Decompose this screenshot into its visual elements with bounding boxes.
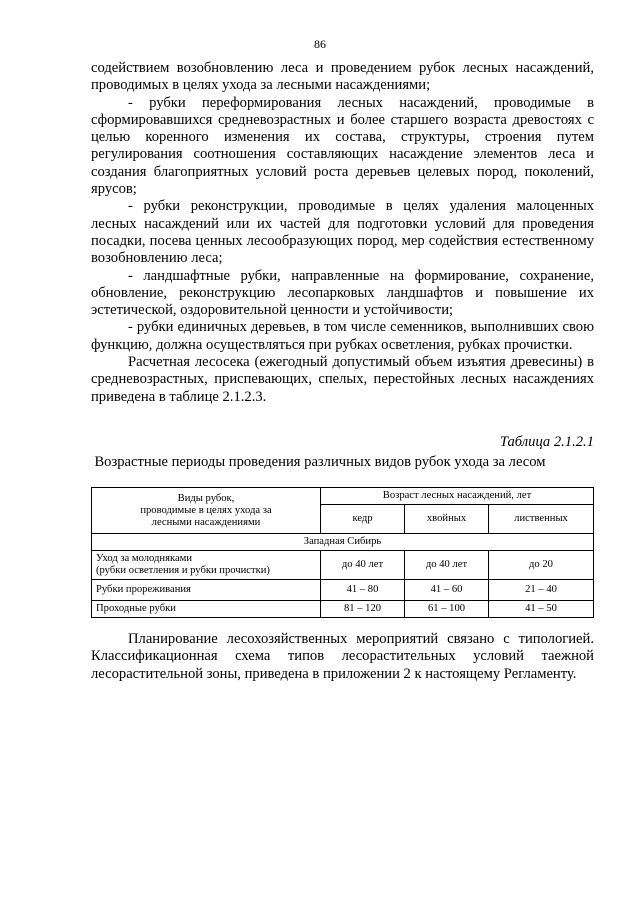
row-label-line: (рубки осветления и рубки прочистки) bbox=[96, 565, 270, 576]
region-row bbox=[92, 534, 594, 551]
table-cell: 41 – 50 bbox=[489, 601, 594, 618]
header-age: Возраст лесных насаждений, лет bbox=[321, 488, 594, 505]
table-cell: до 40 лет bbox=[321, 551, 405, 580]
table-cell: до 20 bbox=[489, 551, 594, 580]
table-title: Возрастные периоды проведения различных видов рубок ухода за лесом bbox=[94, 454, 546, 470]
row-label: Рубки прореживания bbox=[92, 580, 321, 601]
region-label: Западная Сибирь bbox=[92, 534, 594, 551]
table-row bbox=[92, 551, 594, 580]
paragraph: - ландшафтные рубки, направленные на формирование, сохранение, обновление, реконструкцию лесопарковых ландшафтов и повышение их эстетической, оздоровительной ценности и устойчивости; bbox=[91, 267, 594, 319]
table-cell: 21 – 40 bbox=[489, 580, 594, 601]
paragraph: содействием возобновлению леса и проведением рубок лесных насаждений, проводимых в целях ухода за лесными насаждениями; bbox=[91, 60, 594, 94]
paragraph: - рубки реконструкции, проводимые в целях удаления малоценных лесных насаждений или их частей для подготовки условий для проведения посадки, посева ценных лесообразующих пород, мер содействия естественному возобновлению леса; bbox=[91, 198, 594, 267]
paragraph: - рубки единичных деревьев, в том числе семенников, выполнивших свою функцию, должна осуществляться при рубках осветления, рубках прочистки. bbox=[91, 319, 594, 353]
column-header: хвойных bbox=[405, 505, 489, 534]
paragraph: Расчетная лесосека (ежегодный допустимый объем изъятия древесины) в средневозрастных, приспевающих, спелых, перестойных лесных насаждениях приведена в таблице 2.1.2.3. bbox=[91, 354, 594, 405]
paragraph: - рубки переформирования лесных насаждений, проводимые в сформировавшихся средневозрастных и более старшего возраста древостоях с целью коренного изменения их состава, структуры, строения путем регулирования соотношения составляющих насаждение элементов леса и создания благоприятных условий роста деревьев целевых пород, поколений, ярусов; bbox=[91, 94, 594, 198]
table-header-row bbox=[92, 488, 594, 505]
closing-text bbox=[91, 631, 594, 683]
row-label: Проходные рубки bbox=[92, 601, 321, 618]
header-species-line: Виды рубок, bbox=[177, 492, 235, 504]
row-label-line: Уход за молодняками bbox=[96, 553, 193, 564]
column-header: лиственных bbox=[489, 505, 594, 534]
header-species-line: проводимые в целях ухода за bbox=[140, 504, 272, 516]
age-periods-table bbox=[91, 487, 594, 618]
header-species-line: лесными насаждениями bbox=[151, 516, 261, 528]
table-cell: до 40 лет bbox=[405, 551, 489, 580]
body-text bbox=[91, 60, 594, 406]
table-row bbox=[92, 580, 594, 601]
table-cell: 41 – 80 bbox=[321, 580, 405, 601]
table-cell: 81 – 120 bbox=[321, 601, 405, 618]
table-row bbox=[92, 601, 594, 618]
row-label bbox=[92, 551, 321, 580]
paragraph: Планирование лесохозяйственных мероприятий связано с типологией. Классификационная схема типов лесорастительных условий таежной лесорастительной зоны, приведена в приложении 2 к настоящему Регламенту. bbox=[91, 631, 594, 682]
page-number: 86 bbox=[314, 37, 326, 51]
table-caption: Таблица 2.1.2.1 bbox=[499, 434, 594, 450]
table-cell: 61 – 100 bbox=[405, 601, 489, 618]
column-header: кедр bbox=[321, 505, 405, 534]
table-cell: 41 – 60 bbox=[405, 580, 489, 601]
header-species bbox=[92, 488, 321, 534]
